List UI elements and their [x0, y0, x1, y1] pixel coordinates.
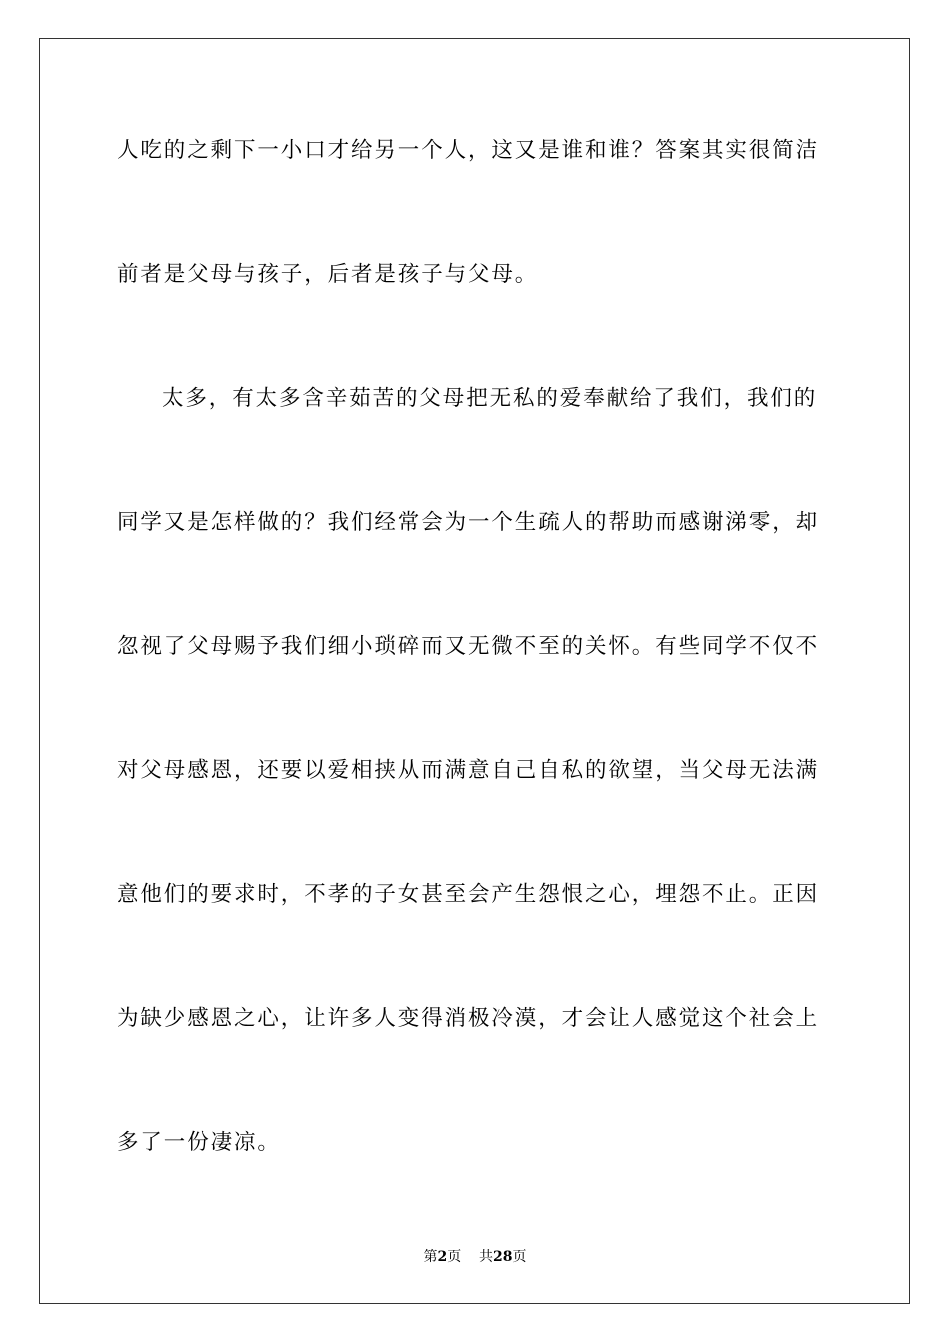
- text-line-1: 人吃的之剩下一小口才给另一个人，这又是谁和谁？答案其实很简洁: [117, 138, 820, 163]
- total-pages: 28: [493, 1249, 513, 1265]
- page-number: 2: [437, 1249, 448, 1265]
- page-footer: [0, 1247, 950, 1267]
- text-line-6: 对父母感恩，还要以爱相挟从而满意自己自私的欲望，当父母无法满: [117, 758, 820, 783]
- page-border: [39, 38, 910, 1304]
- total-prefix: 共: [479, 1249, 494, 1265]
- text-line-5: 忽视了父母赐予我们细小琐碎而又无微不至的关怀。有些同学不仅不: [117, 634, 820, 659]
- text-line-8: 为缺少感恩之心，让许多人变得消极冷漠，才会让人感觉这个社会上: [117, 1006, 820, 1031]
- text-line-4: 同学又是怎样做的？我们经常会为一个生疏人的帮助而感谢涕零，却: [117, 510, 820, 535]
- page-suffix: 页: [447, 1249, 462, 1265]
- text-line-9: 多了一份凄凉。: [117, 1130, 281, 1155]
- page-prefix: 第: [423, 1249, 438, 1265]
- total-suffix: 页: [512, 1249, 527, 1265]
- text-line-7: 意他们的要求时，不孝的子女甚至会产生怨恨之心，埋怨不止。正因: [117, 882, 820, 907]
- text-line-2: 前者是父母与孩子，后者是孩子与父母。: [117, 262, 539, 287]
- text-line-3: 太多，有太多含辛茹苦的父母把无私的爱奉献给了我们，我们的: [162, 386, 818, 411]
